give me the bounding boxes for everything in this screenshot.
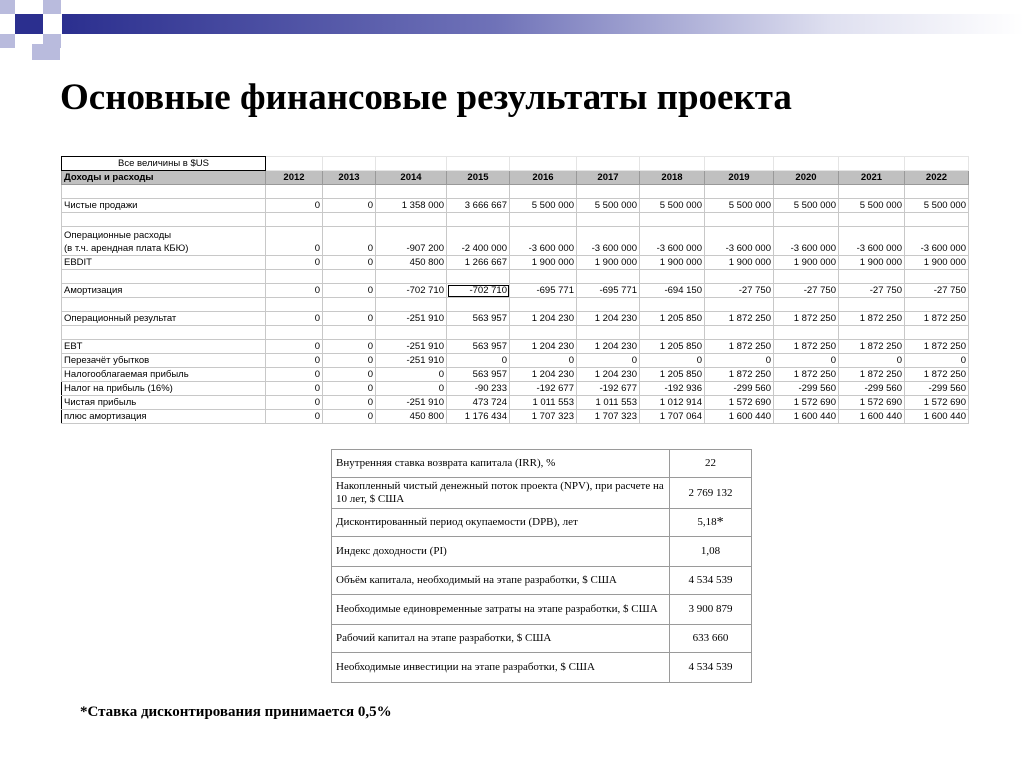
empty-cell (266, 270, 323, 284)
units-label: Все величины в $US (62, 157, 266, 171)
empty-cell (577, 270, 640, 284)
corner-square-2 (15, 14, 43, 34)
value-cell: 1 204 230 (577, 340, 640, 354)
value-cell: 1 900 000 (577, 256, 640, 270)
empty-cell (774, 326, 839, 340)
value-cell: -27 750 (705, 284, 774, 298)
value-cell: 450 800 (376, 410, 447, 424)
empty-cell (774, 270, 839, 284)
corner-square-4 (0, 34, 15, 48)
empty-cell (774, 213, 839, 227)
empty-cell (905, 157, 969, 171)
summary-row (332, 567, 752, 595)
empty-cell (323, 213, 376, 227)
empty-cell (323, 270, 376, 284)
empty-cell (510, 298, 577, 312)
empty-cell (905, 298, 969, 312)
value-cell: 1 872 250 (774, 312, 839, 326)
summary-value (670, 478, 752, 509)
empty-cell (447, 157, 510, 171)
value-cell: -3 600 000 (640, 227, 705, 256)
year-header-2018: 2018 (640, 171, 705, 185)
value-cell: 1 872 250 (705, 340, 774, 354)
value-cell: 0 (510, 354, 577, 368)
empty-cell (839, 213, 905, 227)
value-cell: 1 572 690 (905, 396, 969, 410)
row-label-line2: (в т.ч. арендная плата КБЮ) (64, 243, 189, 254)
empty-cell (640, 185, 705, 199)
value-cell: -251 910 (376, 354, 447, 368)
value-cell: 0 (323, 227, 376, 256)
summary-value-text: 5,18 (697, 516, 717, 528)
value-cell: -695 771 (510, 284, 577, 298)
summary-row (332, 653, 752, 683)
value-cell: 1 600 440 (705, 410, 774, 424)
year-header-2022: 2022 (905, 171, 969, 185)
row-label: Операционный результат (62, 312, 266, 326)
row-label: Налогооблагаемая прибыль (62, 368, 266, 382)
value-cell: 563 957 (447, 340, 510, 354)
income-expenses-header: Доходы и расходы (62, 171, 266, 185)
summary-value (670, 653, 752, 683)
value-cell: 0 (323, 382, 376, 396)
empty-cell (577, 298, 640, 312)
row-label: плюс амортизация (62, 410, 266, 424)
empty-cell (266, 213, 323, 227)
empty-cell (266, 326, 323, 340)
empty-cell (705, 298, 774, 312)
financial-results-table (61, 156, 969, 424)
value-cell: 1 872 250 (774, 340, 839, 354)
row-label: Чистые продажи (62, 199, 266, 213)
empty-cell (640, 326, 705, 340)
empty-cell (640, 270, 705, 284)
table-row (62, 410, 969, 424)
summary-row (332, 509, 752, 537)
value-cell: -90 233 (447, 382, 510, 396)
value-cell: 1 600 440 (774, 410, 839, 424)
empty-cell (62, 270, 266, 284)
row-label-line1: Операционные расходы (64, 230, 172, 241)
value-cell: 5 500 000 (577, 199, 640, 213)
empty-cell (640, 213, 705, 227)
value-cell: 1 900 000 (705, 256, 774, 270)
value-cell: 0 (266, 284, 323, 298)
value-cell: 1 204 230 (510, 368, 577, 382)
table-row (62, 213, 969, 227)
empty-cell (905, 213, 969, 227)
value-cell: 1 204 230 (577, 368, 640, 382)
value-cell: 1 707 323 (510, 410, 577, 424)
summary-label: Объём капитала, необходимый на этапе разработки, $ США (332, 567, 670, 595)
summary-row (332, 537, 752, 567)
discount-rate-footnote: *Ставка дисконтирования принимается 0,5% (80, 704, 392, 720)
value-cell: 1 011 553 (510, 396, 577, 410)
value-cell: 5 500 000 (705, 199, 774, 213)
empty-cell (774, 185, 839, 199)
value-cell: 1 204 230 (510, 340, 577, 354)
value-cell: 1 872 250 (905, 312, 969, 326)
value-cell: 0 (774, 354, 839, 368)
summary-value (670, 509, 752, 537)
value-cell: 1 872 250 (774, 368, 839, 382)
table-row (62, 157, 969, 171)
table-row (62, 326, 969, 340)
empty-cell (376, 157, 447, 171)
empty-cell (376, 213, 447, 227)
value-cell: -251 910 (376, 312, 447, 326)
summary-label: Необходимые инвестиции на этапе разработки, $ США (332, 653, 670, 683)
value-cell: 0 (266, 368, 323, 382)
empty-cell (577, 213, 640, 227)
value-cell: 1 204 230 (577, 312, 640, 326)
value-cell: 450 800 (376, 256, 447, 270)
table-row (62, 298, 969, 312)
summary-value (670, 537, 752, 567)
value-cell: 3 666 667 (447, 199, 510, 213)
empty-cell (323, 298, 376, 312)
empty-cell (839, 185, 905, 199)
value-cell: 1 872 250 (839, 340, 905, 354)
value-cell: 0 (266, 227, 323, 256)
summary-value-text: 4 534 539 (688, 574, 733, 586)
value-cell: 1 900 000 (640, 256, 705, 270)
summary-value (670, 567, 752, 595)
summary-indicators-table (331, 449, 752, 683)
value-cell: 1 205 850 (640, 312, 705, 326)
summary-label: Необходимые единовременные затраты на этапе разработки, $ США (332, 595, 670, 625)
value-cell: 1 266 667 (447, 256, 510, 270)
year-header-2017: 2017 (577, 171, 640, 185)
value-cell[interactable]: -702 710 (447, 284, 510, 298)
empty-cell (447, 298, 510, 312)
value-cell: 0 (376, 368, 447, 382)
empty-cell (905, 185, 969, 199)
summary-label: Внутренняя ставка возврата капитала (IRR), % (332, 450, 670, 478)
summary-row (332, 625, 752, 653)
summary-value (670, 595, 752, 625)
value-cell: -251 910 (376, 396, 447, 410)
value-cell: 563 957 (447, 312, 510, 326)
value-cell: 473 724 (447, 396, 510, 410)
empty-cell (705, 326, 774, 340)
value-cell: 1 872 250 (905, 340, 969, 354)
empty-cell (839, 157, 905, 171)
empty-cell (577, 185, 640, 199)
empty-cell (705, 185, 774, 199)
row-label: EBDIT (62, 256, 266, 270)
empty-cell (839, 270, 905, 284)
value-cell: 1 358 000 (376, 199, 447, 213)
empty-cell (577, 326, 640, 340)
value-cell: 0 (839, 354, 905, 368)
value-cell: 563 957 (447, 368, 510, 382)
value-cell: 5 500 000 (640, 199, 705, 213)
table-row (62, 340, 969, 354)
value-cell: 1 176 434 (447, 410, 510, 424)
value-cell: -694 150 (640, 284, 705, 298)
header-gradient-bar (62, 14, 1024, 34)
value-cell: -695 771 (577, 284, 640, 298)
summary-label: Дисконтированный период окупаемости (DPB), лет (332, 509, 670, 537)
empty-cell (510, 157, 577, 171)
empty-cell (376, 326, 447, 340)
corner-square-3 (43, 0, 61, 14)
value-cell: 1 572 690 (705, 396, 774, 410)
value-cell: -3 600 000 (510, 227, 577, 256)
value-cell: -192 677 (577, 382, 640, 396)
value-cell: 1 707 064 (640, 410, 705, 424)
empty-cell (376, 185, 447, 199)
value-cell: -299 560 (839, 382, 905, 396)
value-cell: -299 560 (774, 382, 839, 396)
table-row (62, 171, 969, 185)
table-row (62, 312, 969, 326)
value-cell: 1 872 250 (839, 368, 905, 382)
summary-value-text: 633 660 (692, 632, 729, 644)
summary-label: Рабочий капитал на этапе разработки, $ США (332, 625, 670, 653)
empty-cell (705, 270, 774, 284)
value-cell: -27 750 (774, 284, 839, 298)
value-cell: 5 500 000 (510, 199, 577, 213)
corner-square-1 (0, 0, 15, 14)
value-cell: 1 872 250 (705, 312, 774, 326)
footnote-asterisk: * (716, 515, 724, 530)
value-cell: 0 (640, 354, 705, 368)
row-label: Чистая прибыль (62, 396, 266, 410)
value-cell: 1 600 440 (905, 410, 969, 424)
value-cell: 0 (323, 312, 376, 326)
value-cell: -299 560 (705, 382, 774, 396)
value-cell: 0 (266, 396, 323, 410)
table-row (62, 199, 969, 213)
summary-label: Индекс доходности (PI) (332, 537, 670, 567)
empty-cell (510, 213, 577, 227)
year-header-2021: 2021 (839, 171, 905, 185)
empty-cell (323, 157, 376, 171)
year-header-2012: 2012 (266, 171, 323, 185)
empty-cell (62, 298, 266, 312)
table-row (62, 382, 969, 396)
value-cell: 1 707 323 (577, 410, 640, 424)
empty-cell (510, 326, 577, 340)
summary-label: Накопленный чистый денежный поток проекта (NPV), при расчете на 10 лет, $ США (332, 478, 670, 509)
year-header-2020: 2020 (774, 171, 839, 185)
value-cell: 0 (705, 354, 774, 368)
year-header-2016: 2016 (510, 171, 577, 185)
empty-cell (323, 326, 376, 340)
empty-cell (266, 298, 323, 312)
value-cell: 0 (266, 340, 323, 354)
year-header-2013: 2013 (323, 171, 376, 185)
year-header-2014: 2014 (376, 171, 447, 185)
value-cell: 0 (266, 410, 323, 424)
summary-value (670, 625, 752, 653)
value-cell: 0 (323, 368, 376, 382)
summary-value-text: 3 900 879 (688, 603, 733, 615)
empty-cell (323, 185, 376, 199)
row-label (62, 227, 266, 256)
empty-cell (640, 157, 705, 171)
value-cell: 0 (323, 256, 376, 270)
value-cell: 0 (577, 354, 640, 368)
value-cell: 1 900 000 (905, 256, 969, 270)
value-cell: 5 500 000 (774, 199, 839, 213)
value-cell: -3 600 000 (839, 227, 905, 256)
value-cell: 0 (447, 354, 510, 368)
value-cell: 0 (323, 284, 376, 298)
table-row (62, 396, 969, 410)
value-cell: 1 205 850 (640, 340, 705, 354)
value-cell: 1 900 000 (839, 256, 905, 270)
empty-cell (774, 157, 839, 171)
value-cell: 0 (376, 382, 447, 396)
value-cell: -299 560 (905, 382, 969, 396)
value-cell: -192 677 (510, 382, 577, 396)
value-cell: 1 900 000 (774, 256, 839, 270)
value-cell: 0 (266, 382, 323, 396)
summary-value-text: 2 769 132 (688, 486, 733, 499)
empty-cell (839, 298, 905, 312)
value-cell: -3 600 000 (705, 227, 774, 256)
value-cell: -2 400 000 (447, 227, 510, 256)
table-row (62, 227, 969, 256)
empty-cell (62, 213, 266, 227)
empty-cell (447, 185, 510, 199)
value-cell: 0 (323, 340, 376, 354)
table-row (62, 270, 969, 284)
summary-value-text: 1,08 (700, 545, 721, 557)
value-cell: -3 600 000 (905, 227, 969, 256)
empty-cell (640, 298, 705, 312)
empty-cell (905, 270, 969, 284)
year-header-2019: 2019 (705, 171, 774, 185)
empty-cell (705, 213, 774, 227)
empty-cell (447, 270, 510, 284)
summary-row (332, 595, 752, 625)
year-header-2015: 2015 (447, 171, 510, 185)
value-cell: -3 600 000 (774, 227, 839, 256)
value-cell: 0 (266, 256, 323, 270)
value-cell: 0 (323, 410, 376, 424)
value-cell: 0 (266, 354, 323, 368)
value-cell: -3 600 000 (577, 227, 640, 256)
summary-value-text: 4 534 539 (688, 661, 733, 673)
value-cell: 1 012 914 (640, 396, 705, 410)
empty-cell (62, 326, 266, 340)
value-cell: -251 910 (376, 340, 447, 354)
empty-cell (266, 157, 323, 171)
value-cell: -27 750 (839, 284, 905, 298)
empty-cell (62, 185, 266, 199)
empty-cell (376, 270, 447, 284)
value-cell: 1 600 440 (839, 410, 905, 424)
empty-cell (905, 326, 969, 340)
empty-cell (447, 326, 510, 340)
value-cell: -27 750 (905, 284, 969, 298)
row-label: Перезачёт убытков (62, 354, 266, 368)
empty-cell (266, 185, 323, 199)
value-cell: 0 (266, 199, 323, 213)
empty-cell (510, 270, 577, 284)
value-cell: -907 200 (376, 227, 447, 256)
value-cell: 1 011 553 (577, 396, 640, 410)
row-label: Амортизация (62, 284, 266, 298)
value-cell: 1 204 230 (510, 312, 577, 326)
value-cell: 1 205 850 (640, 368, 705, 382)
empty-cell (376, 298, 447, 312)
summary-row (332, 450, 752, 478)
value-cell: 1 572 690 (839, 396, 905, 410)
value-cell: 0 (323, 199, 376, 213)
slide-title: Основные финансовые результаты проекта (60, 77, 792, 118)
empty-cell (447, 213, 510, 227)
value-cell: 5 500 000 (839, 199, 905, 213)
empty-cell (839, 326, 905, 340)
value-cell: -702 710 (376, 284, 447, 298)
value-cell: 5 500 000 (905, 199, 969, 213)
summary-row (332, 478, 752, 509)
empty-cell (774, 298, 839, 312)
value-cell: 0 (323, 354, 376, 368)
value-cell: 0 (266, 312, 323, 326)
table-row (62, 368, 969, 382)
value-cell: 1 900 000 (510, 256, 577, 270)
corner-square-6 (32, 44, 60, 60)
table-row (62, 284, 969, 298)
row-label: Налог на прибыль (16%) (62, 382, 266, 396)
table-row (62, 354, 969, 368)
value-cell: 1 872 250 (839, 312, 905, 326)
value-cell: 1 872 250 (705, 368, 774, 382)
empty-cell (510, 185, 577, 199)
row-label: EBT (62, 340, 266, 354)
value-cell: 1 572 690 (774, 396, 839, 410)
value-cell: 0 (323, 396, 376, 410)
summary-value-text: 22 (705, 457, 716, 469)
empty-cell (577, 157, 640, 171)
empty-cell (705, 157, 774, 171)
value-cell: 1 872 250 (905, 368, 969, 382)
summary-value (670, 450, 752, 478)
value-cell: 0 (905, 354, 969, 368)
value-cell: -192 936 (640, 382, 705, 396)
table-row (62, 185, 969, 199)
table-row (62, 256, 969, 270)
